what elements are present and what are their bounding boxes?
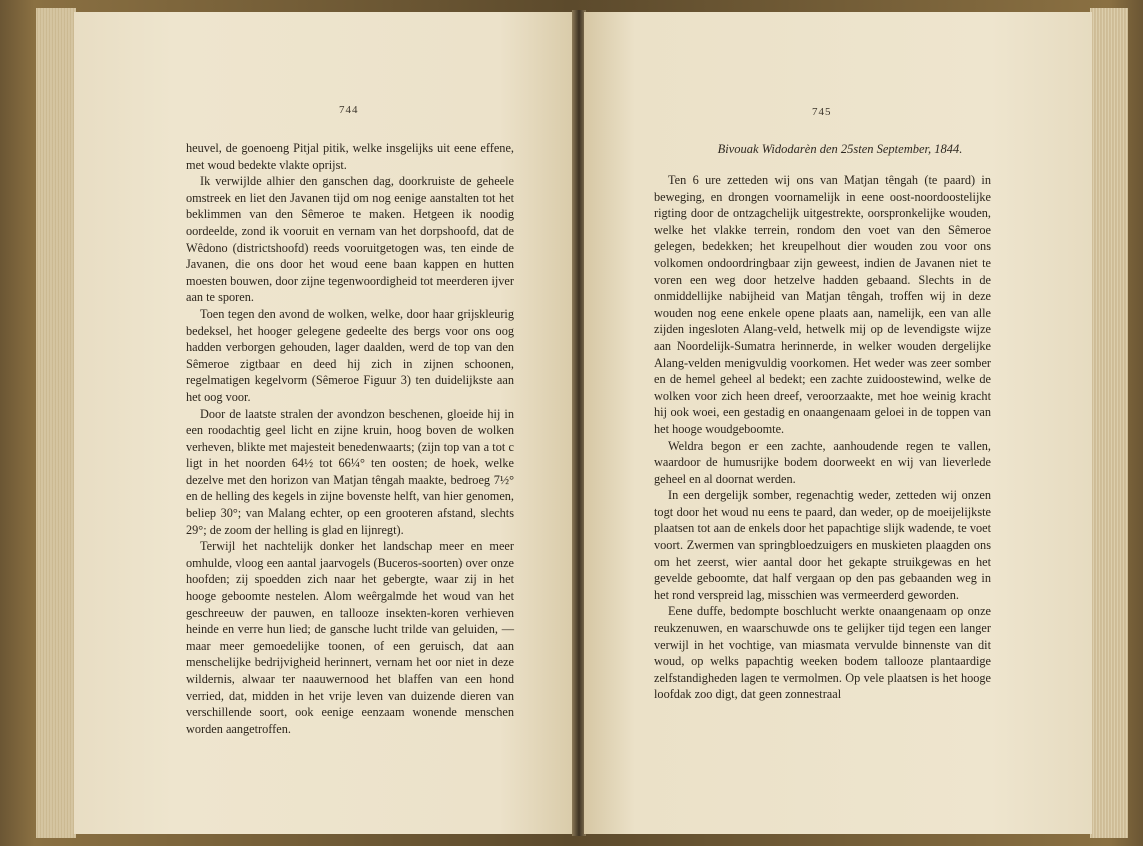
left-page <box>74 12 574 834</box>
paragraph: Toen tegen den avond de wolken, welke, door haar grijskleurig bedeksel, het hooger gelegene gedeelte des bergs voor ons oog hadden verborgen gehouden, lager daalden, werd de top van den Sêmeroe zigtbaar en deed hij zich in zijnen schoonen, regelmatigen kegelvorm (Sêmeroe Figuur 3) ten duidelijkste aan het oog voor. <box>186 306 514 404</box>
paragraph: heuvel, de goenoeng Pitjal pitik, welke insgelijks uit eene effene, met woud bedekte vlakte oprijst. <box>186 141 514 172</box>
body-text <box>654 172 991 703</box>
page-edges-left <box>36 8 76 838</box>
page-number: 744 <box>339 104 359 116</box>
paragraph: In een dergelijk somber, regenachtig weder, zetteden wij onzen togt door het woud nu eens te paard, dan weder, op de moeijelijkste plaatsen tot aan de enkels door het papachtige slijk wadende, te voet voort. Zwermen van springbloedzuigers en muskieten plaagden ons om het zeerst, wier aantal door het gekapte struikgewas en het gevelde geboomte, dat half vergaan op den pas gebaanden weg in het rond verspreid lag, misschien was vermeerderd geworden. <box>654 488 991 602</box>
paragraph: Weldra begon er een zachte, aanhoudende regen te vallen, waardoor de humusrijke bodem doorweekt en wij van lieverlede geheel en al doornat werden. <box>654 438 991 486</box>
paragraph: Terwijl het nachtelijk donker het landschap meer en meer omhulde, vloog een aantal jaarvogels (Buceros-soorten) over onze hoofden; zij spoedden zich naar het gebergte, waar zij in het hooge geboomte nestelen. Alom weêrgalmde het woud van het geschreeuw der pauwen, en tallooze insekten-koren verhieven heinde en verre hun lied; de gansche lucht trilde van geluiden, — maar meer gemoedelijke toonen, of een geruisch, dat aan menschelijke bedrijvigheid herinnert, vernam het oor niet in deze wildernis, alwaar ter naauwernood het blaffen van een hond verried, dat, midden in het vrije leven van duizende dieren van verschillende soort, ook eenige eenzaam wonende menschen worden aangetroffen. <box>186 539 514 736</box>
section-heading: Bivouak Widodarèn den 25sten September, 1844. <box>717 142 963 156</box>
paragraph: Eene duffe, bedompte boschlucht werkte onaangenaam op onze reukzenuwen, en waarschuwde ons te gelijker tijd tegen een langer verwijl in het vochtige, van miasmata vervulde binnenste van dit woud, op welks papachtig weeken bodem tallooze plantaardige zelfstandigheden lagen te vermolmen. Op vele plaatsen is het hooge loofdak zoo digt, dat geen zonnestraal <box>654 604 991 702</box>
body-text <box>186 140 514 737</box>
paragraph: Ik verwijlde alhier den ganschen dag, doorkruiste de geheele omstreek en liet den Javanen tijd om nog eenige aanstalten tot het beklimmen van den Sêmeroe te maken. Hetgeen ik noodig oordeelde, zond ik vooruit en vernam van het dorpshoofd, dat de Wêdono (districtshoofd) reeds vooruitgetogen was, ten einde de Javanen, die ons door het woud eene baan kappen en hutten moesten bouwen, door zijne tegenwoordigheid tot meerderen ijver aan te sporen. <box>186 174 514 305</box>
right-page <box>584 12 1092 834</box>
page-edges-right <box>1090 8 1128 838</box>
paragraph: Ten 6 ure zetteden wij ons van Matjan têngah (te paard) in beweging, en drongen voornamelijk in eene oost-noordoostelijke rigting door de ontzagchelijk uitgestrekte, oorspronkelijke wouden, welke het vlakke terrein, rondom den voet van den Sêmeroe gelegen, bedekken; het kreupelhout dier wouden zou voor ons volkomen ondoordringbaar zijn geweest, indien de Javanen niet te voren een weg door hetzelve hadden gebaand. Slechts in de onmiddellijke nabijheid van Matjan têngah, troffen wij in deze wouden nog eene enkele opene plaats aan, namelijk, een van alle zijden ingesloten Alang-veld, hetwelk mij op de levendigste wijze aan Noordelijk-Sumatra herinnerde, in welker wouden dergelijke Alang-velden menigvuldig voorkomen. Het weder was zeer somber en de hemel geheel al bedekt; een zachte zuidoostewind, welke de wolken voor zich heen dreef, veroorzaakte, met hoe weinig kracht hij ook woei, een gestadig en onaangenaam geloei in de toppen van het hooge woudgeboomte. <box>654 173 991 436</box>
page-number: 745 <box>812 106 832 118</box>
paragraph: Door de laatste stralen der avondzon beschenen, gloeide hij in een roodachtig geel licht en zijne kruin, hoog boven de wolken verheven, blikte met majesteit benedenwaarts; (zijn top van a tot c ligt in het noorden 64½ tot 66¼° ten oosten; de hoek, welke dezelve met den horizon van Matjan têngah maakte, bedroeg 7½° en de helling des kegels in zijne bovenste helft, van hier genomen, beliep 30°; van Malang echter, op een grooteren afstand, slechts 29°; de zoom der helling is glad en lijnregt). <box>186 406 514 537</box>
